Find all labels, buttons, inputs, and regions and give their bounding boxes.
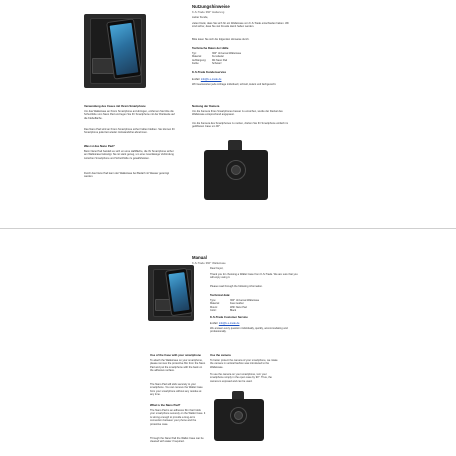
manual-page-english <box>0 228 456 456</box>
tech-data-heading: Technische Daten der Hülle <box>192 46 229 50</box>
service-text: Wir beantworten jede Anfrage individuell, schnell, kulant und fachgerecht. <box>192 83 277 86</box>
usage-text-1: To attach the Walletcase on your smartphone, please remove the protective film from the Nano Pad and put the smartphone with the back on the adhesive surface. <box>150 359 206 373</box>
nano-pad-heading: Was ist das Nano Pad? <box>84 144 115 148</box>
nano-pad-heading: What is the Nano Pad? <box>150 403 181 407</box>
service-email-link[interactable]: info@k-s-trade.de <box>200 78 222 81</box>
page-subtitle: K-S-Trade 360° Halterung <box>192 10 225 14</box>
note-text: Bitte lesen Sie sich die folgenden Hinweise durch. <box>192 38 250 41</box>
camera-heading: Nutzung der Kamera <box>192 104 220 108</box>
spec-row: Farbe: Schwarz <box>192 62 222 66</box>
greeting-text: Dear buyer, <box>210 267 224 270</box>
spec-row: Type: 360° Universal Walletcase <box>210 299 260 302</box>
note-text: Please read through the following information. <box>210 285 263 288</box>
camera-heading: Use the camera <box>210 353 231 357</box>
greeting-text: Lieber Kunde, <box>192 16 209 19</box>
nano-pad-text-1: Beim Nano Pad handelt es sich um eine Haftfläche, die Ihr Smartphone sicher am Walletcase befestigt. Sie ist stark genug, um eine zuverlässige Verbindung zwischen Smartphone und Schutzhülle zu gewährleisten. <box>84 150 174 160</box>
service-email-line: E-Mail: info@k-s-trade.de <box>192 78 222 81</box>
usage-heading: Use of the Case with your smartphone <box>150 353 201 357</box>
camera-text-2: To use the camera on your smartphone, turn your smartphone simply in the open case by 90°. Thus, the camera is exposed and can be used. <box>210 373 272 383</box>
spec-row: Mount: With Nano Pad <box>210 305 247 309</box>
service-email-line: E-Mail: info@k-s-trade.de <box>210 322 240 325</box>
tech-data-list <box>210 299 259 313</box>
spec-row: Color: Black <box>210 309 237 313</box>
service-heading: K-S-Trade Kundenservice <box>192 70 227 74</box>
page-subtitle: K-S-Trade 360° Walletcase <box>192 261 226 265</box>
tech-data-list <box>192 52 241 66</box>
page-title: Manual <box>192 255 207 260</box>
spec-row: Material: Faux leather <box>210 302 244 306</box>
service-heading: K-S-Trade Customer Service <box>210 315 248 319</box>
usage-heading: Verwendung des Cases mit Ihrem Smartphone <box>84 104 146 108</box>
intro-text: Thank you for choosing a Wallet Case from K-S-Trade. We are sure that you will enjoy using it. <box>210 273 298 280</box>
camera-text-1: To better protect the camera of your smartphone, we rotate the camera in vertical fashion was introduced to the Walletcase. <box>210 359 278 369</box>
usage-text-2: Das Nano Pad wird an Ihrem Smartphone sicher haften bleiben. Sie können Ihr Smartphone jederzeit wieder rückstandsfrei abnehmen. <box>84 128 175 135</box>
spec-row: Material: Kunstleder <box>192 55 224 59</box>
usage-text-2: The Nano Pad will stick securely to your smartphone. You can remove the Wallet Case from your smartphone without any residue at any time. <box>150 383 203 397</box>
tech-data-heading: Technical data: <box>210 293 231 297</box>
page-title: Nutzungshinweise <box>192 4 230 9</box>
nano-pad-text-2: Durch das Nano Pad kann der Walletcase bei Bedarf mit Wasser gereinigt werden. <box>84 172 170 179</box>
camera-text-1: Um die Kamera Ihres Smartphones besser zu erreichen, wurde der Deckel des Walletcase entsprechend angepasst. <box>192 110 283 117</box>
intro-text: vielen Dank, dass Sie sich für ein Walletcase von K-S-Trade entschieden haben. Wir sind sicher, dass Sie viel Freude damit haben werden. <box>192 22 289 29</box>
spec-row: Aufhängung: Mit Nano Pad <box>192 58 228 62</box>
service-text: We answer every question individually, quickly, accommodating and professionally. <box>210 327 288 334</box>
camera-text-2: Um die Kamera des Smartphones zu nutzen, drehen Sie Ihr Smartphone einfach im geöffneten Case um 90°. <box>192 122 289 129</box>
spec-row: Typ: 360° Universal Walletcase <box>192 52 242 55</box>
nano-pad-text-1: The Nano Pad is an adhesive film that holds your smartphone securely on the Wallet Case. It is strong enough to provide a long-term connection between your phone and the protective case. <box>150 409 206 426</box>
nano-pad-text-2: Through the Nano Pad the Wallet Case can be cleaned with water if required. <box>150 437 204 444</box>
usage-text-1: Um das Walletcase an Ihrem Smartphone anzubringen, entfernen Sie bitte die Schutzfolie vom Nano Pad und legen Sie Ihr Smartphone mit der Rückseite auf die Klebefläche. <box>84 110 175 120</box>
service-email-link[interactable]: info@k-s-trade.de <box>218 322 240 325</box>
